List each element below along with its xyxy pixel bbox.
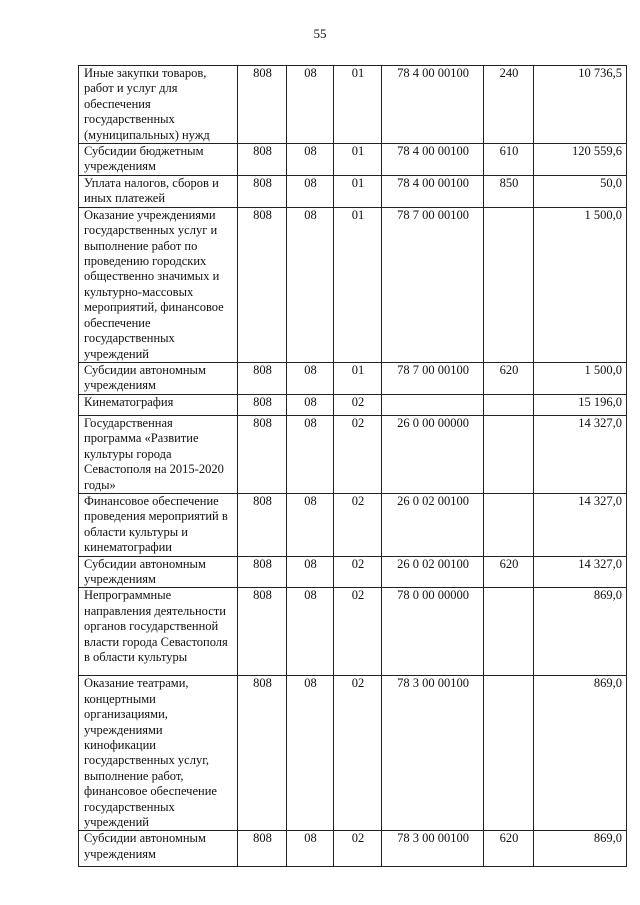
row-name: Оказание театрами, концертными организациями, учреждениями кинофикации государственных услуг, выполнение работ, финансовое обеспечение государственных учреждений: [79, 676, 238, 831]
target-item-code: 26 0 02 00100: [382, 556, 484, 588]
ministry-code: 808: [238, 831, 287, 867]
table-row: [79, 415, 627, 493]
ministry-code: 808: [238, 493, 287, 556]
ministry-code: 808: [238, 556, 287, 588]
section-code: 08: [287, 415, 334, 493]
target-item-code: 26 0 00 00000: [382, 415, 484, 493]
expense-type-code: [484, 415, 534, 493]
subsection-code: 02: [334, 415, 382, 493]
amount: 869,0: [534, 676, 627, 831]
ministry-code: 808: [238, 66, 287, 144]
expense-type-code: [484, 394, 534, 415]
amount: 869,0: [534, 588, 627, 676]
row-name: Субсидии автономным учреждениям: [79, 556, 238, 588]
expense-type-code: 620: [484, 362, 534, 394]
expense-type-code: 610: [484, 144, 534, 176]
ministry-code: 808: [238, 588, 287, 676]
amount: 1 500,0: [534, 207, 627, 362]
subsection-code: 02: [334, 831, 382, 867]
section-code: 08: [287, 831, 334, 867]
row-name: Кинематография: [79, 394, 238, 415]
ministry-code: 808: [238, 676, 287, 831]
target-item-code: 78 0 00 00000: [382, 588, 484, 676]
target-item-code: 78 4 00 00100: [382, 66, 484, 144]
row-name: Непрограммные направления деятельности органов государственной власти города Севастополя в области культуры: [79, 588, 238, 676]
table-row: [79, 831, 627, 867]
ministry-code: 808: [238, 144, 287, 176]
table-row: [79, 394, 627, 415]
section-code: 08: [287, 556, 334, 588]
subsection-code: 01: [334, 176, 382, 208]
amount: 1 500,0: [534, 362, 627, 394]
ministry-code: 808: [238, 394, 287, 415]
subsection-code: 01: [334, 207, 382, 362]
table-row: [79, 176, 627, 208]
amount: 120 559,6: [534, 144, 627, 176]
table-row: [79, 207, 627, 362]
row-name: Субсидии автономным учреждениям: [79, 362, 238, 394]
table-row: [79, 676, 627, 831]
table-row: [79, 493, 627, 556]
table-row: [79, 588, 627, 676]
target-item-code: 78 3 00 00100: [382, 831, 484, 867]
section-code: 08: [287, 362, 334, 394]
expense-type-code: [484, 493, 534, 556]
amount: 10 736,5: [534, 66, 627, 144]
ministry-code: 808: [238, 176, 287, 208]
subsection-code: 02: [334, 676, 382, 831]
target-item-code: [382, 394, 484, 415]
table-row: [79, 144, 627, 176]
amount: 50,0: [534, 176, 627, 208]
section-code: 08: [287, 207, 334, 362]
budget-table: [78, 65, 627, 867]
subsection-code: 01: [334, 144, 382, 176]
subsection-code: 01: [334, 362, 382, 394]
row-name: Иные закупки товаров, работ и услуг для обеспечения государственных (муниципальных) нужд: [79, 66, 238, 144]
ministry-code: 808: [238, 362, 287, 394]
row-name: Финансовое обеспечение проведения мероприятий в области культуры и кинематографии: [79, 493, 238, 556]
subsection-code: 01: [334, 66, 382, 144]
target-item-code: 78 4 00 00100: [382, 176, 484, 208]
target-item-code: 26 0 02 00100: [382, 493, 484, 556]
amount: 15 196,0: [534, 394, 627, 415]
ministry-code: 808: [238, 415, 287, 493]
section-code: 08: [287, 394, 334, 415]
row-name: Уплата налогов, сборов и иных платежей: [79, 176, 238, 208]
expense-type-code: 620: [484, 831, 534, 867]
row-name: Государственная программа «Развитие культуры города Севастополя на 2015-2020 годы»: [79, 415, 238, 493]
amount: 869,0: [534, 831, 627, 867]
subsection-code: 02: [334, 394, 382, 415]
expense-type-code: 620: [484, 556, 534, 588]
row-name: Субсидии автономным учреждениям: [79, 831, 238, 867]
ministry-code: 808: [238, 207, 287, 362]
row-name: Оказание учреждениями государственных услуг и выполнение работ по проведению городских общественно значимых и культурно-массовых мероприятий, финансовое обеспечение государственных учреждений: [79, 207, 238, 362]
subsection-code: 02: [334, 493, 382, 556]
amount: 14 327,0: [534, 556, 627, 588]
page-number: 55: [313, 26, 327, 41]
table-row: [79, 66, 627, 144]
section-code: 08: [287, 676, 334, 831]
amount: 14 327,0: [534, 415, 627, 493]
row-name: Субсидии бюджетным учреждениям: [79, 144, 238, 176]
expense-type-code: [484, 207, 534, 362]
section-code: 08: [287, 66, 334, 144]
expense-type-code: 240: [484, 66, 534, 144]
section-code: 08: [287, 493, 334, 556]
expense-type-code: 850: [484, 176, 534, 208]
target-item-code: 78 3 00 00100: [382, 676, 484, 831]
amount: 14 327,0: [534, 493, 627, 556]
target-item-code: 78 7 00 00100: [382, 362, 484, 394]
expense-type-code: [484, 588, 534, 676]
table-row: [79, 362, 627, 394]
subsection-code: 02: [334, 588, 382, 676]
section-code: 08: [287, 588, 334, 676]
expense-type-code: [484, 676, 534, 831]
table-row: [79, 556, 627, 588]
subsection-code: 02: [334, 556, 382, 588]
target-item-code: 78 4 00 00100: [382, 144, 484, 176]
target-item-code: 78 7 00 00100: [382, 207, 484, 362]
section-code: 08: [287, 144, 334, 176]
section-code: 08: [287, 176, 334, 208]
